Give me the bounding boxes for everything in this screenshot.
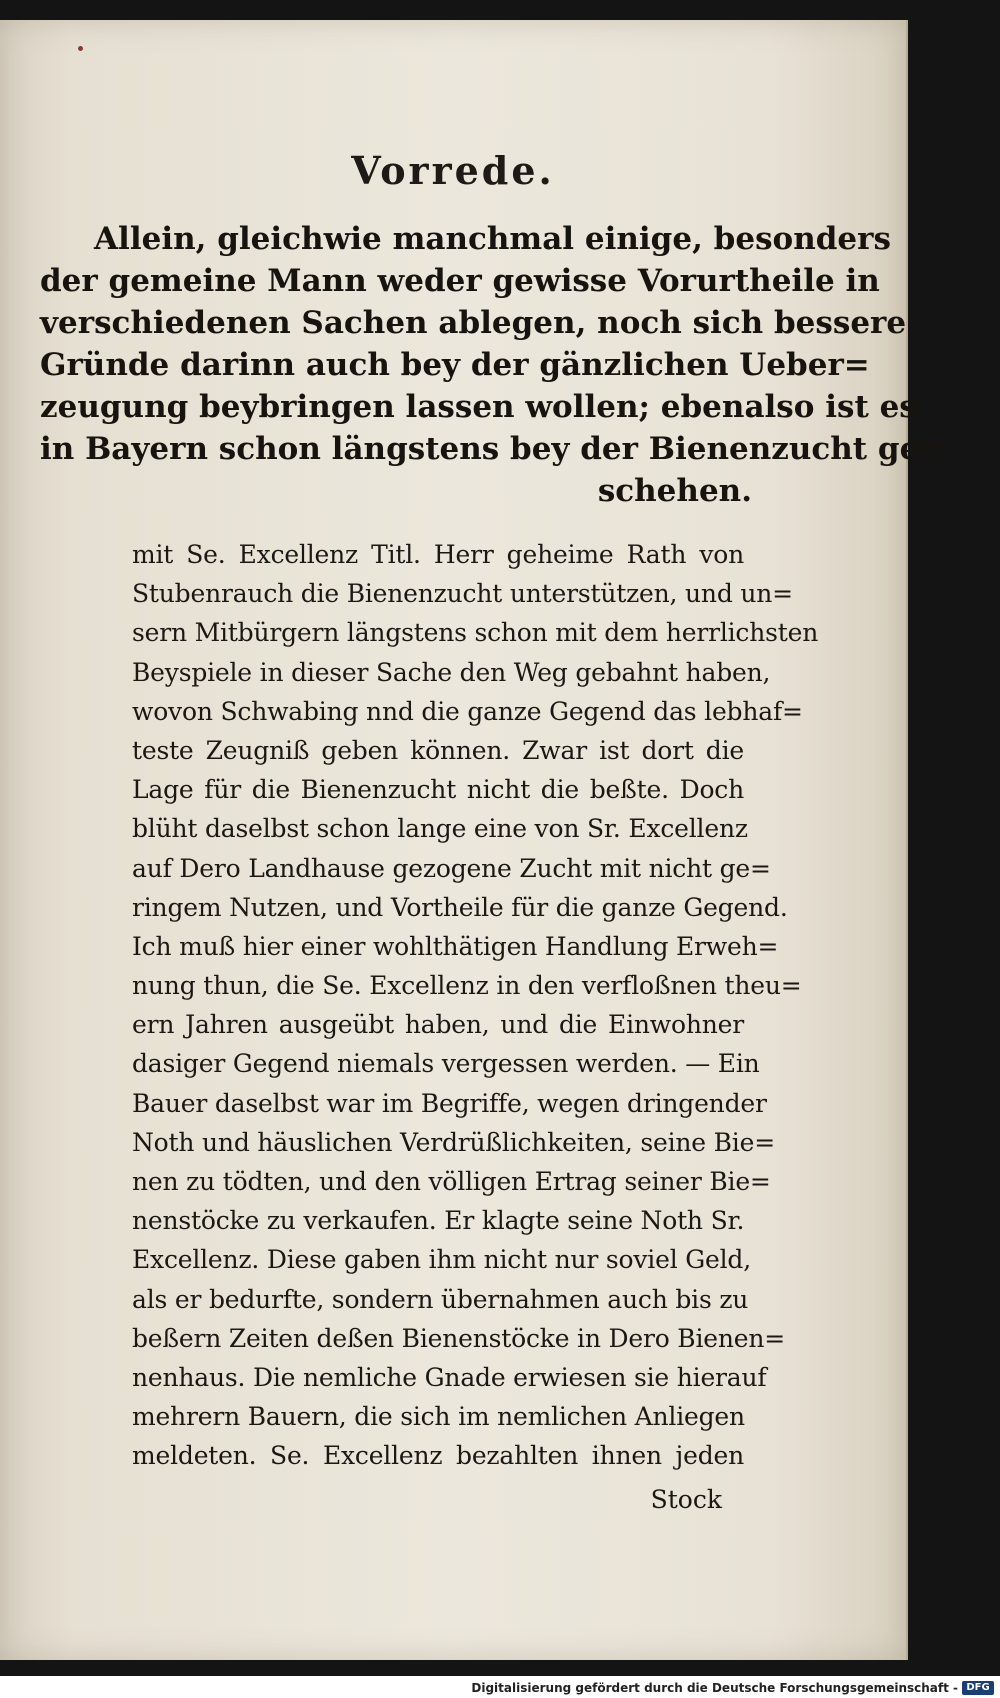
body-line: mehrern Bauern, die sich im nemlichen Anliegen bbox=[132, 1402, 745, 1432]
body-line: nen zu tödten, und den völligen Ertrag seiner Bie= bbox=[132, 1167, 771, 1196]
lead-paragraph bbox=[40, 218, 946, 512]
body-line: auf Dero Landhause gezogene Zucht mit nicht ge= bbox=[132, 853, 771, 883]
body-line: Noth und häuslichen Verdrüßlichkeiten, seine Bie= bbox=[132, 1127, 775, 1157]
digitization-credit: Digitalisierung gefördert durch die Deutsche Forschungsgemeinschaft - bbox=[471, 1681, 958, 1695]
body-line: nung thun, die Se. Excellenz in den verfloßnen theu= bbox=[132, 971, 802, 1001]
page-header: Vorrede. bbox=[351, 148, 555, 193]
lead-line: verschiedenen Sachen ablegen, noch sich bessere bbox=[40, 305, 907, 341]
body-paragraph bbox=[132, 535, 819, 1476]
lead-line: zeugung beybringen lassen wollen; ebenalso ist es bbox=[40, 389, 917, 425]
dfg-logo: DFG bbox=[962, 1681, 994, 1695]
footer-bar bbox=[0, 1676, 1000, 1698]
body-line: beßern Zeiten deßen Bienenstöcke in Dero Bienen= bbox=[132, 1323, 785, 1353]
lead-line: schehen. bbox=[597, 473, 752, 509]
ink-spot bbox=[78, 46, 83, 51]
body-line: blüht daselbst schon lange eine von Sr. Excellenz bbox=[132, 814, 748, 844]
body-line: sern Mitbürgern längstens schon mit dem herrlichsten bbox=[132, 618, 819, 648]
body-line: dasiger Gegend niemals vergessen werden. — Ein bbox=[132, 1049, 760, 1079]
body-line: Excellenz. Diese gaben ihm nicht nur soviel Geld, bbox=[132, 1245, 751, 1275]
lead-line: der gemeine Mann weder gewisse Vorurtheile in bbox=[40, 263, 880, 299]
body-line: nenstöcke zu verkaufen. Er klagte seine Noth Sr. bbox=[132, 1206, 745, 1236]
body-line: ern Jahren ausgeübt haben, und die Einwohner bbox=[132, 1010, 744, 1040]
lead-line: Gründe darinn auch bey der gänzlichen Ueber= bbox=[40, 347, 870, 383]
body-line: Bauer daselbst war im Begriffe, wegen dringender bbox=[132, 1088, 767, 1118]
body-line: als er bedurfte, sondern übernahmen auch bis zu bbox=[132, 1284, 749, 1314]
body-line: teste Zeugniß geben können. Zwar ist dort die bbox=[132, 735, 744, 765]
body-line: wovon Schwabing nnd die ganze Gegend das lebhaf= bbox=[132, 696, 803, 726]
body-line: Stubenrauch die Bienenzucht unterstützen, und un= bbox=[132, 579, 793, 609]
body-line: Ich muß hier einer wohlthätigen Handlung Erweh= bbox=[132, 931, 779, 961]
body-line: Lage für die Bienenzucht nicht die beßte. Doch bbox=[132, 775, 744, 805]
body-line: ringem Nutzen, und Vortheile für die ganze Gegend. bbox=[132, 892, 788, 922]
body-line: mit Se. Excellenz Titl. Herr geheime Rath von bbox=[132, 540, 744, 569]
lead-line: Allein, gleichwie manchmal einige, besonders bbox=[94, 221, 891, 257]
body-line: nenhaus. Die nemliche Gnade erwiesen sie hierauf bbox=[132, 1362, 767, 1392]
catchword: Stock bbox=[650, 1485, 722, 1514]
lead-line: in Bayern schon längstens bey der Bienenzucht ge= bbox=[40, 431, 946, 467]
book-page bbox=[0, 20, 946, 1660]
body-line: Beyspiele in dieser Sache den Weg gebahnt haben, bbox=[132, 657, 771, 687]
body-line: meldeten. Se. Excellenz bezahlten ihnen jeden bbox=[132, 1441, 744, 1471]
